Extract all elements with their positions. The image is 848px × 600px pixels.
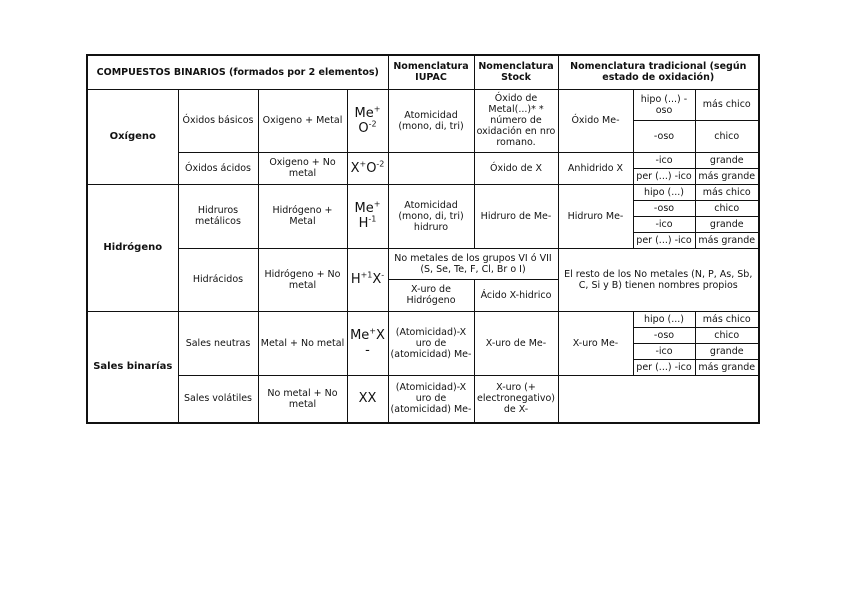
sales-neutras-trad: X-uro Me- [558,311,633,375]
sales-volatiles-stock: X-uro (+ electronegativo) de X- [474,375,558,423]
group-oxigeno: Oxígeno [87,89,178,184]
sales-neutras-formation: Metal + No metal [258,311,347,375]
oxidos-acidos-name: Óxidos ácidos [178,152,258,184]
oxidation-size: más grande [695,232,759,248]
hidruros-metalicos-stock: Hidruro de Me- [474,184,558,248]
sales-volatiles-iupac: (Atomicidad)-X uro de (atomicidad) Me- [388,375,474,423]
oxidation-prefix: -ico [633,343,695,359]
hidruros-metalicos-trad: Hidruro Me- [558,184,633,248]
sales-volatiles-formula: XX [347,375,388,423]
sales-neutras-stock: X-uro de Me- [474,311,558,375]
oxidation-prefix: per (...) -ico [633,232,695,248]
oxidation-size: más chico [695,184,759,200]
oxidation-size: grande [695,152,759,168]
oxidos-acidos-stock: Óxido de X [474,152,558,184]
hidracidos-trad: El resto de los No metales (N, P, As, Sb, C, Si y B) tienen nombres propios [558,248,759,311]
stock-header: Nomenclatura Stock [474,55,558,89]
tradicional-header: Nomenclatura tradicional (según estado de oxidación) [558,55,759,89]
oxidation-prefix: per (...) -ico [633,168,695,184]
oxidos-acidos-trad: Anhidrido X [558,152,633,184]
oxidos-acidos-formation: Oxigeno + No metal [258,152,347,184]
oxidos-basicos-formation: Oxigeno + Metal [258,89,347,152]
oxidation-prefix: hipo (...) -oso [633,89,695,120]
sales-volatiles-name: Sales volátiles [178,375,258,423]
hidracidos-iupac: X-uro de Hidrógeno [388,279,474,311]
hidruros-metalicos-formation: Hidrógeno + Metal [258,184,347,248]
oxidation-prefix: -oso [633,327,695,343]
hidracidos-name: Hidrácidos [178,248,258,311]
group-hidrogeno: Hidrógeno [87,184,178,311]
oxidation-size: más grande [695,359,759,375]
iupac-header: Nomenclatura IUPAC [388,55,474,89]
oxidation-prefix: -ico [633,152,695,168]
oxidation-prefix: -oso [633,200,695,216]
oxidation-prefix: -oso [633,120,695,152]
hidracidos-note: No metales de los grupos VI ó VII (S, Se, Te, F, Cl, Br o I) [388,248,558,279]
sales-neutras-name: Sales neutras [178,311,258,375]
hidracidos-formation: Hidrógeno + No metal [258,248,347,311]
hidracidos-formula: $H^{+1}X^-$ [347,248,388,311]
oxidation-size: grande [695,343,759,359]
sales-volatiles-trad [558,375,759,423]
hidruros-metalicos-iupac: Atomicidad (mono, di, tri) hidruro [388,184,474,248]
compuestos-binarios-table [86,54,760,424]
oxidation-size: chico [695,120,759,152]
oxidation-prefix: per (...) -ico [633,359,695,375]
sales-volatiles-formation: No metal + No metal [258,375,347,423]
table-title: COMPUESTOS BINARIOS (formados por 2 elementos) [87,55,388,89]
oxidation-prefix: hipo (...) [633,311,695,327]
oxidos-basicos-name: Óxidos básicos [178,89,258,152]
oxidation-size: más grande [695,168,759,184]
sales-neutras-formula: Me+X - [347,311,388,375]
group-sales: Sales binarías [87,311,178,423]
oxidos-acidos-iupac [388,152,474,184]
oxidation-size: chico [695,200,759,216]
oxidation-size: más chico [695,311,759,327]
oxidation-size: más chico [695,89,759,120]
oxidos-acidos-formula: $X^+O^{-2}$ [347,152,388,184]
oxidation-size: grande [695,216,759,232]
oxidation-prefix: -ico [633,216,695,232]
oxidos-basicos-stock: Óxido de Metal(...)* * número de oxidación en nro romano. [474,89,558,152]
oxidation-prefix: hipo (...) [633,184,695,200]
oxidos-basicos-trad: Óxido Me- [558,89,633,152]
oxidos-basicos-iupac: Atomicidad (mono, di, tri) [388,89,474,152]
hidruros-metalicos-formula: Me+ $H^{-1}$ [347,184,388,248]
oxidos-basicos-formula: Me+ $O^{-2}$ [347,89,388,152]
oxidation-size: chico [695,327,759,343]
hidruros-metalicos-name: Hidruros metálicos [178,184,258,248]
sales-neutras-iupac: (Atomicidad)-X uro de (atomicidad) Me- [388,311,474,375]
hidracidos-stock: Ácido X-hidrico [474,279,558,311]
